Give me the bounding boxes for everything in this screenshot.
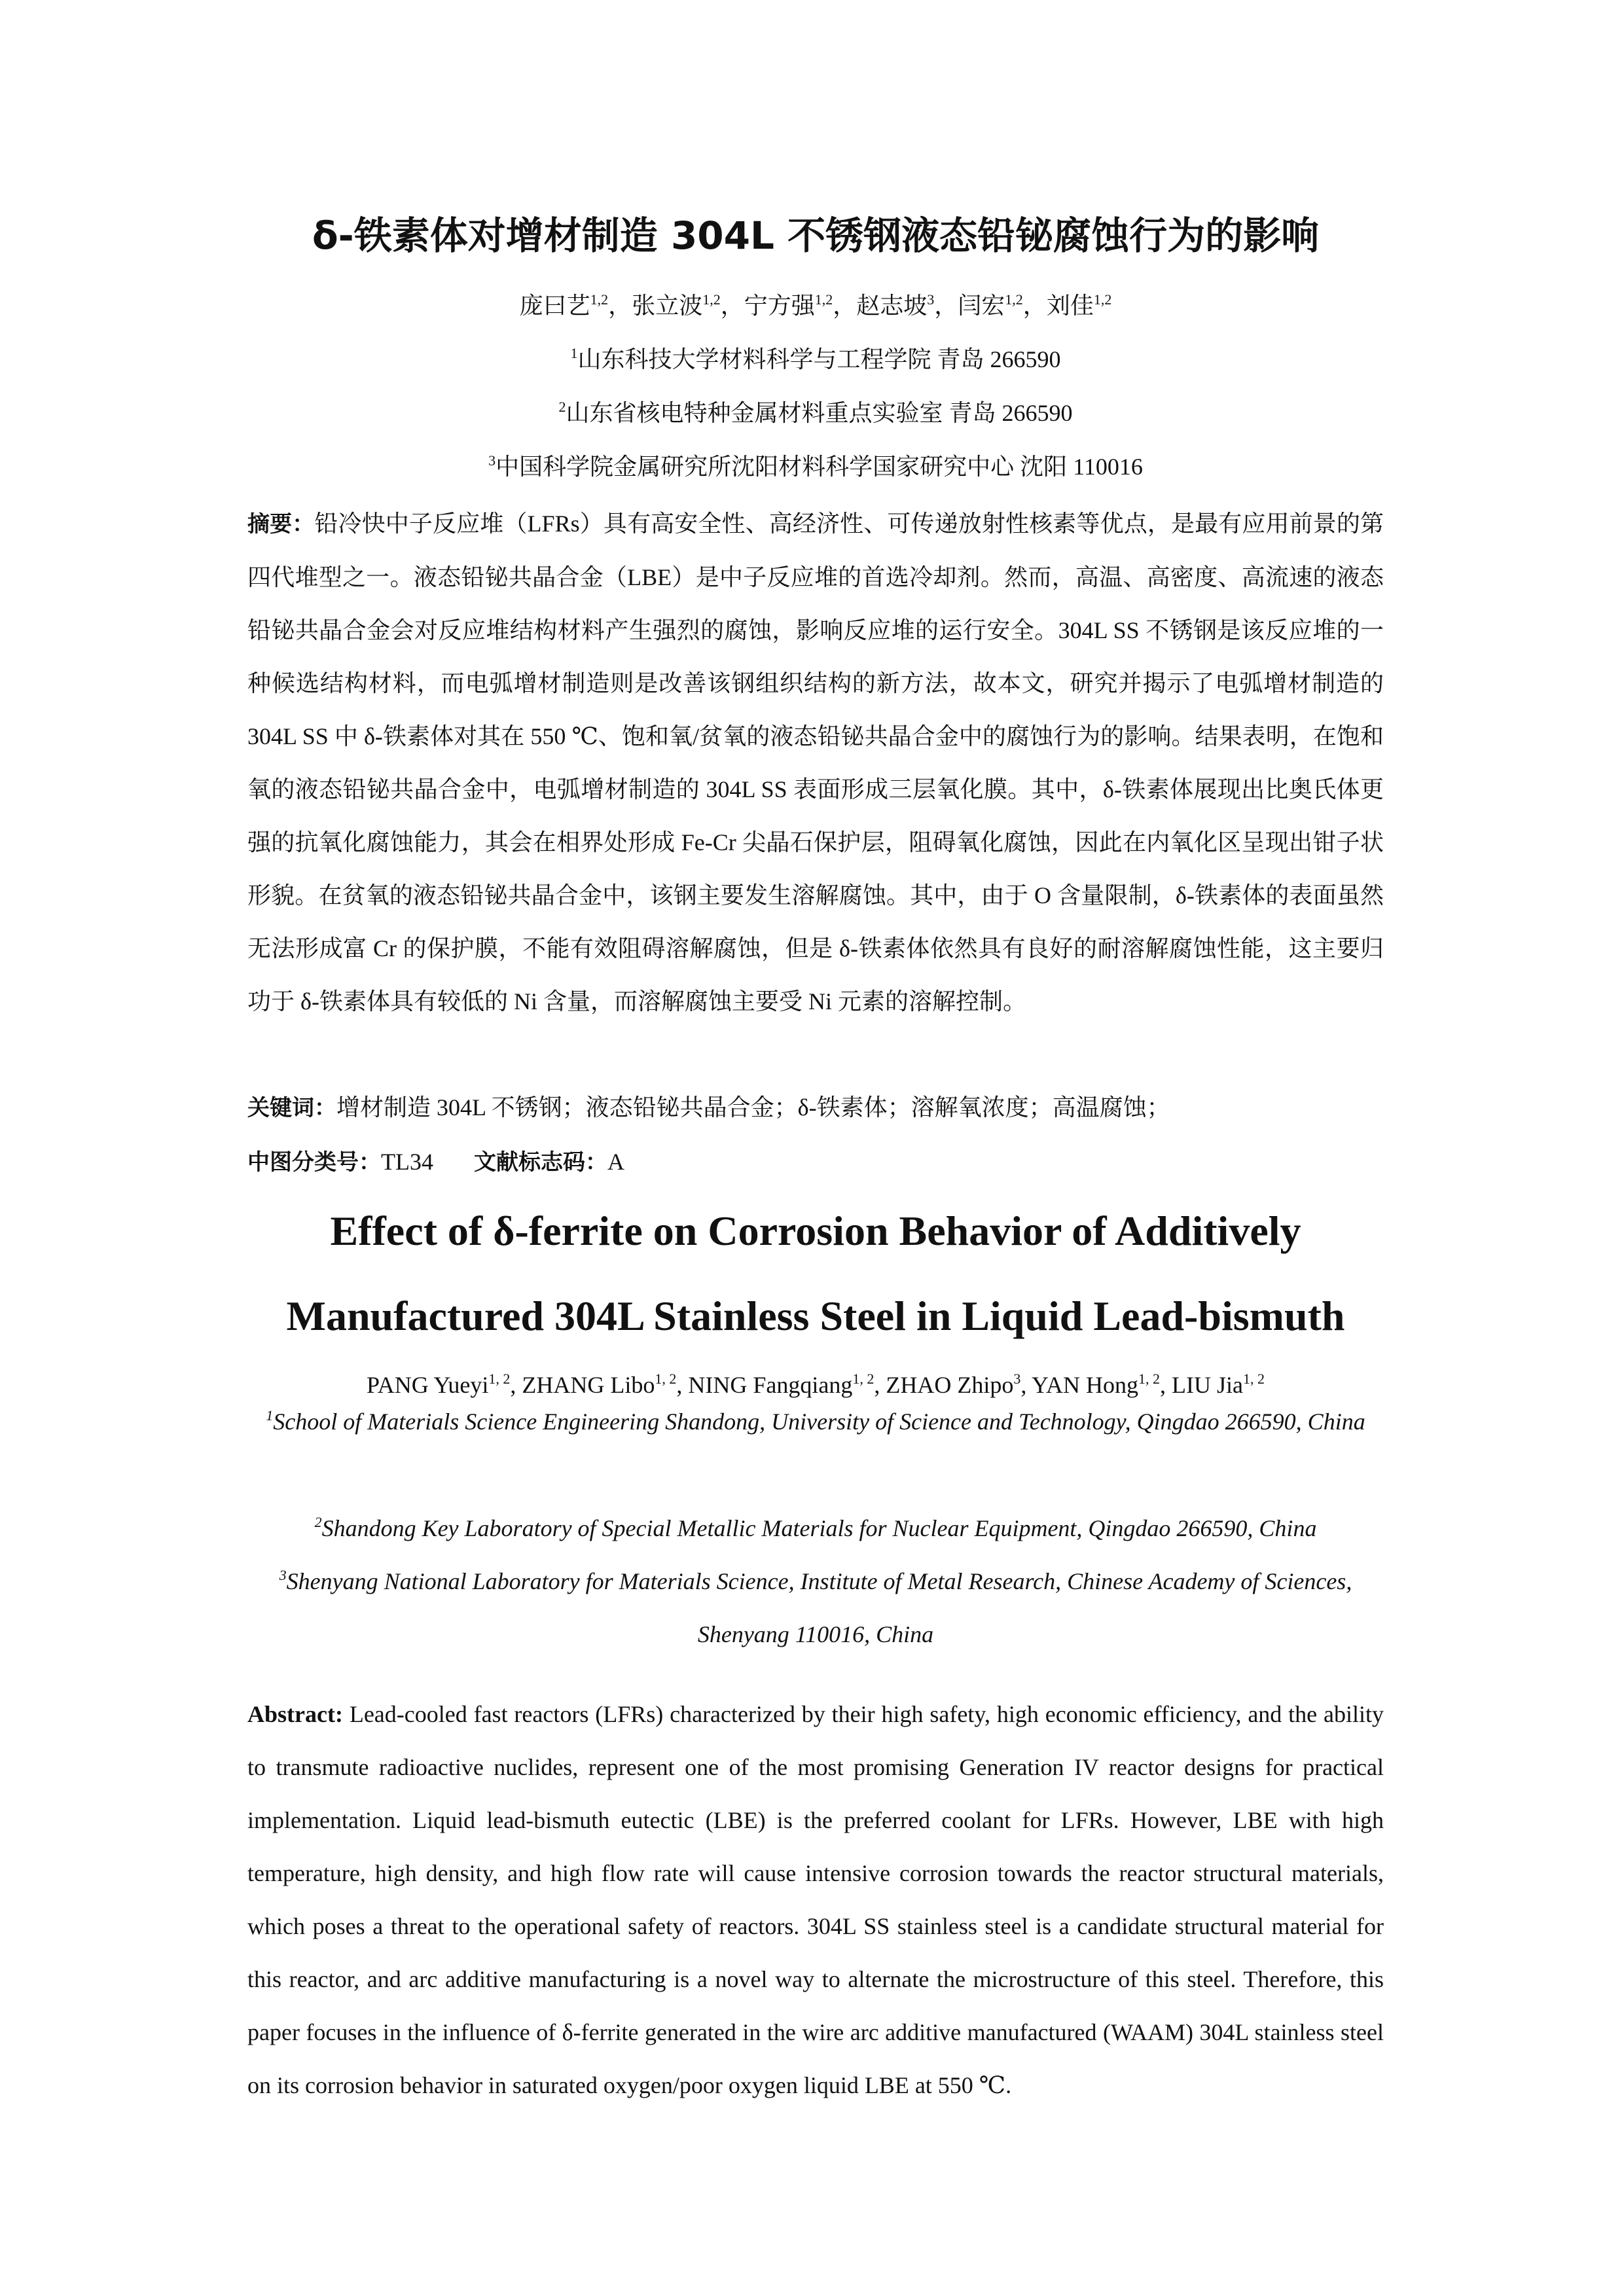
clc-value: TL34 <box>381 1149 433 1175</box>
author-name: 庞曰艺 <box>519 293 590 319</box>
author-separator: , <box>1020 1372 1032 1398</box>
chinese-author-list <box>247 290 1384 321</box>
author-separator: ， <box>720 293 744 319</box>
chinese-affiliation-3 <box>247 451 1384 482</box>
author-separator: ， <box>833 293 857 319</box>
author-name: 闫宏 <box>958 293 1005 319</box>
author-affiliation-marker: 1, 2 <box>655 1371 677 1387</box>
author-affiliation-marker: 1, 2 <box>488 1371 511 1387</box>
author-affiliation-marker: 1,2 <box>702 291 721 308</box>
english-affiliation-2 <box>247 1502 1384 1555</box>
affiliation-text: 山东省核电特种金属材料重点实验室 青岛 266590 <box>566 400 1073 426</box>
author-affiliation-marker: 1, 2 <box>852 1371 875 1387</box>
author-affiliation-marker: 1, 2 <box>1242 1371 1265 1387</box>
english-abstract-text: Lead-cooled fast reactors (LFRs) characterized by their high safety, high economic efficiency, and the ability to transmute radioactive nuclides, represent one of the most promising Generation IV reactor designs for practical implementation. Liquid lead-bismuth eutectic (LBE) is the preferred coolant for LFRs. However, LBE with high temperature, high density, and high flow rate will cause intensive corrosion towards the reactor structural materials, which poses a threat to the operational safety of reactors. 304L SS stainless steel is a candidate structural material for this reactor, and arc additive manufacturing is a novel way to alternate the microstructure of this steel. Therefore, this paper focuses in the influence of δ-ferrite generated in the wire arc additive manufactured (WAAM) 304L stainless steel on its corrosion behavior in saturated oxygen/poor oxygen liquid LBE at 550 ℃. <box>247 1701 1384 2098</box>
chinese-abstract-label: 摘要： <box>247 511 315 537</box>
affiliation-marker: 2 <box>314 1514 322 1530</box>
author-separator: ， <box>934 293 958 319</box>
author-name: ZHANG Libo <box>522 1372 655 1398</box>
english-title-line-1: Effect of δ-ferrite on Corrosion Behavior of Additively <box>330 1208 1301 1254</box>
chinese-affiliation-1 <box>247 344 1384 375</box>
affiliation-text: Shandong Key Laboratory of Special Metallic Materials for Nuclear Equipment, Qingdao 266590, China <box>321 1515 1317 1541</box>
author-affiliation-marker: 1,2 <box>1093 291 1112 308</box>
author-name: YAN Hong <box>1032 1372 1139 1398</box>
clc-label: 中图分类号： <box>247 1149 381 1175</box>
author-separator: , <box>874 1372 886 1398</box>
affiliation-marker: 3 <box>488 452 496 469</box>
author-name: PANG Yueyi <box>367 1372 489 1398</box>
author-separator: , <box>676 1372 689 1398</box>
author-name: LIU Jia <box>1172 1372 1243 1398</box>
author-name: 刘佳 <box>1046 293 1094 319</box>
author-affiliation-marker: 3 <box>927 291 935 308</box>
author-name: ZHAO Zhipo <box>886 1372 1014 1398</box>
author-name: 宁方强 <box>744 293 815 319</box>
chinese-keywords <box>247 1092 1384 1124</box>
affiliation-marker: 2 <box>558 399 566 415</box>
author-name: 赵志坡 <box>856 293 928 319</box>
english-affiliation-1 <box>247 1395 1384 1448</box>
author-name: 张立波 <box>632 293 703 319</box>
author-affiliation-marker: 1, 2 <box>1138 1371 1161 1387</box>
affiliation-marker: 1 <box>570 345 578 361</box>
english-title-line-2: Manufactured 304L Stainless Steel in Liquid Lead-bismuth <box>286 1293 1345 1339</box>
author-affiliation-marker: 3 <box>1013 1371 1021 1387</box>
affiliation-text: 中国科学院金属研究所沈阳材料科学国家研究中心 沈阳 110016 <box>496 454 1143 480</box>
keywords-label: 关键词： <box>247 1095 336 1121</box>
author-affiliation-marker: 1,2 <box>590 291 609 308</box>
english-abstract-label: Abstract: <box>247 1701 343 1727</box>
affiliation-marker: 1 <box>266 1407 274 1424</box>
author-name: NING Fangqiang <box>688 1372 853 1398</box>
chinese-abstract <box>247 497 1384 1028</box>
author-separator: , <box>510 1372 522 1398</box>
affiliation-text: 山东科技大学材料科学与工程学院 青岛 266590 <box>577 346 1061 372</box>
affiliation-marker: 3 <box>279 1567 287 1583</box>
author-affiliation-marker: 1,2 <box>814 291 833 308</box>
english-abstract <box>247 1688 1384 2112</box>
doc-code-label: 文献标志码： <box>473 1149 607 1175</box>
english-affiliation-3 <box>247 1555 1384 1661</box>
author-separator: ， <box>608 293 632 319</box>
affiliation-text: School of Materials Science Engineering Shandong, University of Science and Technology, Qingdao 266590, China <box>273 1408 1365 1435</box>
chinese-title: δ-铁素体对增材制造 304L 不锈钢液态铅铋腐蚀行为的影响 <box>312 213 1320 258</box>
author-affiliation-marker: 1,2 <box>1005 291 1023 308</box>
keywords-text: 增材制造 304L 不锈钢；液态铅铋共晶合金；δ-铁素体；溶解氧浓度；高温腐蚀； <box>336 1094 1170 1121</box>
author-separator: , <box>1160 1372 1172 1398</box>
author-separator: ， <box>1022 293 1047 319</box>
classification-line <box>247 1146 1384 1178</box>
chinese-affiliation-2 <box>247 397 1384 429</box>
affiliation-text: Shenyang National Laboratory for Materials Science, Institute of Metal Research, Chinese Academy of Sciences, Shenyang 110016, China <box>286 1568 1352 1647</box>
doc-code-value: A <box>607 1149 624 1175</box>
chinese-abstract-text: 铅冷快中子反应堆（LFRs）具有高安全性、高经济性、可传递放射性核素等优点，是最有应用前景的第四代堆型之一。液态铅铋共晶合金（LBE）是中子反应堆的首选冷却剂。然而，高温、高密度、高流速的液态铅铋共晶合金会对反应堆结构材料产生强烈的腐蚀，影响反应堆的运行安全。304L SS 不锈钢是该反应堆的一种候选结构材料，而电弧增材制造则是改善该钢组织结构的新方法，故本文，研究并揭示了电弧增材制造的 304L SS 中 δ-铁素体对其在 550 ℃、饱和氧/贫氧的液态铅铋共晶合金中的腐蚀行为的影响。结果表明，在饱和氧的液态铅铋共晶合金中，电弧增材制造的 304L SS 表面形成三层氧化膜。其中，δ-铁素体展现出比奥氏体更强的抗氧化腐蚀能力，其会在相界处形成 Fe-Cr 尖晶石保护层，阻碍氧化腐蚀，因此在内氧化区呈现出钳子状形貌。在贫氧的液态铅铋共晶合金中，该钢主要发生溶解腐蚀。其中，由于 O 含量限制，δ-铁素体的表面虽然无法形成富 Cr 的保护膜，不能有效阻碍溶解腐蚀，但是 δ-铁素体依然具有良好的耐溶解腐蚀性能，这主要归功于 δ-铁素体具有较低的 Ni 含量，而溶解腐蚀主要受 Ni 元素的溶解控制。 <box>247 511 1384 1014</box>
